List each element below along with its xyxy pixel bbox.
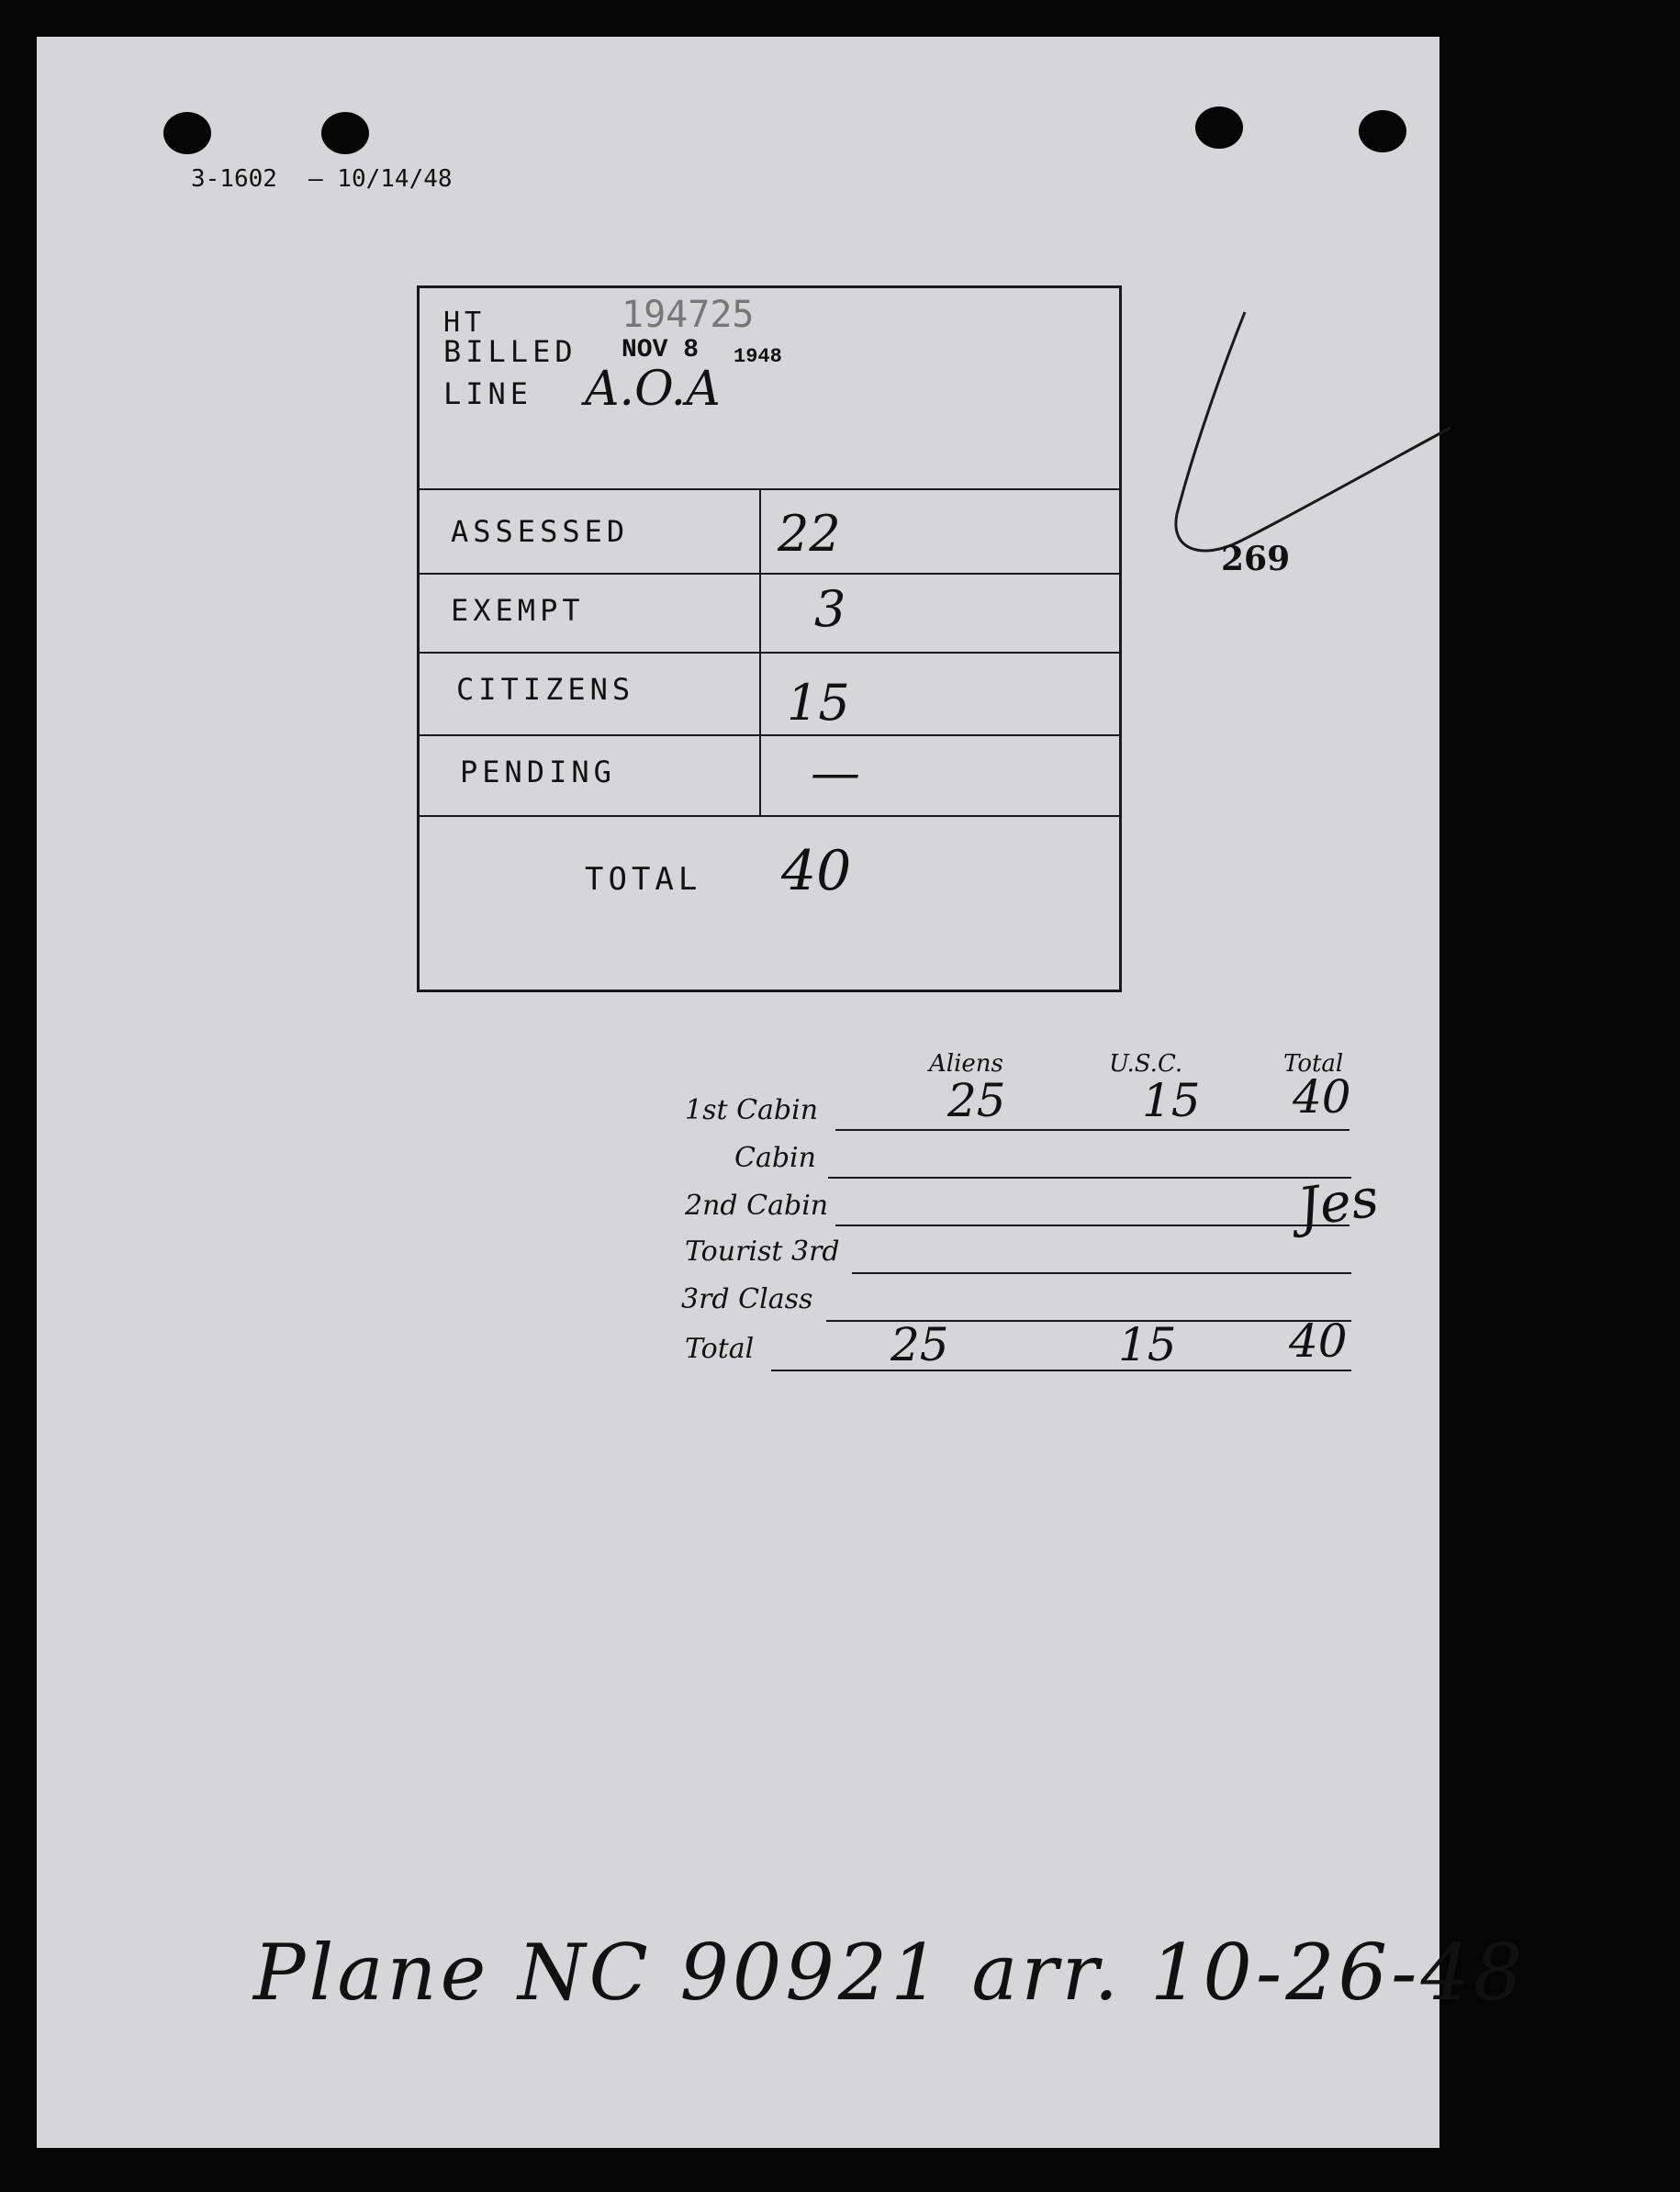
punch-hole	[1195, 106, 1243, 149]
punch-hole	[321, 112, 369, 154]
footer-note: Plane NC 90921 arr. 10-26-48	[253, 1928, 1527, 2018]
row-label-cabin: Cabin	[734, 1142, 816, 1174]
line-value: A.O.A	[585, 362, 721, 417]
line-label: LINE	[443, 376, 533, 411]
manifest-summary-box	[417, 285, 1122, 992]
column-header-aliens: Aliens	[929, 1050, 1003, 1078]
row-label-tourist-third: Tourist 3rd	[685, 1236, 840, 1268]
billed-label: BILLED	[443, 334, 577, 369]
column-header-total: Total	[1283, 1050, 1344, 1078]
form-id: 3-1602	[191, 165, 277, 193]
ht-label: HT	[443, 307, 487, 339]
citizens-label: CITIZENS	[456, 672, 635, 707]
document-page	[37, 37, 1527, 2148]
total-usc: 15	[1118, 1318, 1177, 1371]
ht-number: 194725	[622, 294, 755, 336]
assessed-value: 22	[778, 505, 841, 563]
row-label-second-cabin: 2nd Cabin	[685, 1190, 829, 1222]
form-date: — 10/14/48	[308, 165, 453, 193]
pending-label: PENDING	[460, 755, 616, 789]
total-aliens: 25	[890, 1318, 949, 1371]
punch-hole	[163, 112, 211, 154]
first-cabin-total: 40	[1293, 1070, 1351, 1124]
row-label-total: Total	[685, 1333, 755, 1365]
row-label-first-cabin: 1st Cabin	[685, 1094, 819, 1126]
billed-year-stamp: 1948	[734, 345, 782, 368]
page-number: 269	[1221, 540, 1291, 578]
total-total: 40	[1289, 1314, 1348, 1368]
exempt-value: 3	[814, 580, 846, 638]
first-cabin-usc: 15	[1142, 1074, 1201, 1127]
inspector-initials: Jes	[1294, 1166, 1383, 1239]
assessed-label: ASSESSED	[451, 514, 630, 549]
check-mark	[1120, 266, 1469, 578]
pending-value: —	[811, 744, 860, 801]
exempt-label: EXEMPT	[451, 593, 585, 628]
column-header-usc: U.S.C.	[1109, 1050, 1183, 1078]
total-value: 40	[781, 839, 852, 903]
row-label-third-class: 3rd Class	[681, 1283, 813, 1315]
punch-hole	[1359, 110, 1406, 152]
first-cabin-aliens: 25	[947, 1074, 1006, 1127]
citizens-value: 15	[787, 674, 850, 732]
total-label: TOTAL	[585, 861, 702, 898]
billed-date-stamp: NOV 8	[622, 336, 700, 364]
